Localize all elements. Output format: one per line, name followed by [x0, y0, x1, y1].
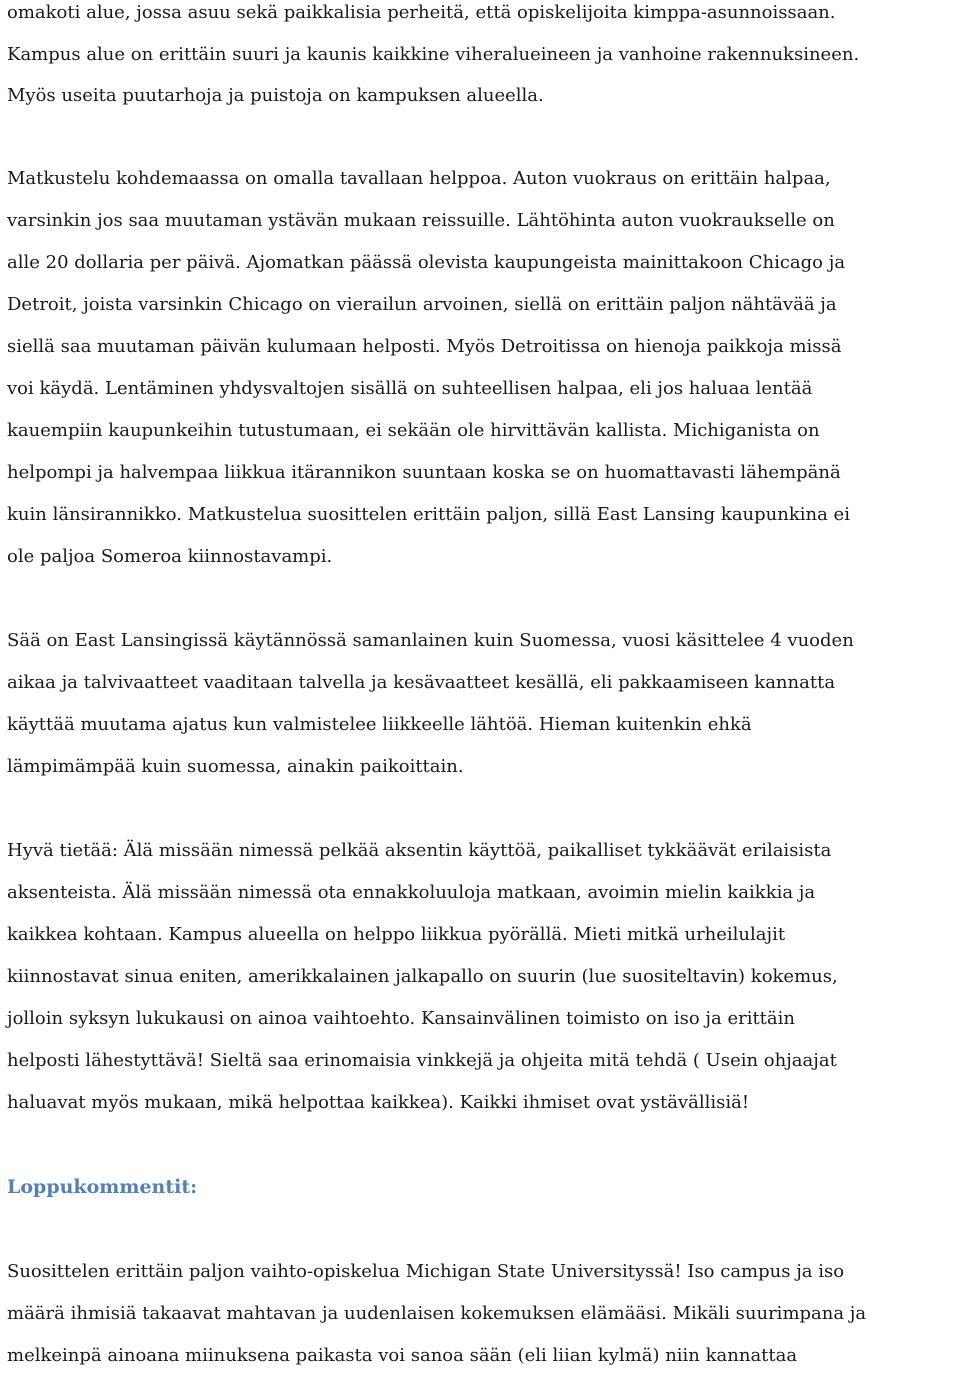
paragraph-line: Suosittelen erittäin paljon vaihto-opiskelua Michigan State Universityssä! Iso campus ja iso	[7, 1261, 845, 1282]
paragraph-line: käyttää muutama ajatus kun valmistelee liikkeelle lähtöä. Hieman kuitenkin ehkä	[7, 714, 752, 735]
paragraph-line: Detroit, joista varsinkin Chicago on vierailun arvoinen, siellä on erittäin paljon nähtävää ja	[7, 294, 837, 315]
paragraph-line: varsinkin jos saa muutaman ystävän mukaan reissuille. Lähtöhinta auton vuokraukselle on	[7, 210, 835, 231]
paragraph-line: melkeinpä ainoana miinuksena paikasta voi sanoa sään (eli liian kylmä) niin kannattaa	[7, 1345, 798, 1366]
paragraph-line: kiinnostavat sinua eniten, amerikkalainen jalkapallo on suurin (lue suositeltavin) kokemus,	[7, 966, 838, 987]
paragraph-line: aksenteista. Älä missään nimessä ota ennakkoluuloja matkaan, avoimin mielin kaikkia ja	[7, 882, 816, 903]
paragraph-line: Kampus alue on erittäin suuri ja kaunis kaikkine viheralueineen ja vanhoine rakennuksineen.	[7, 44, 860, 65]
paragraph-line: määrä ihmisiä takaavat mahtavan ja uudenlaisen kokemuksen elämääsi. Mikäli suurimpana ja	[7, 1303, 867, 1324]
paragraph-line: ole paljoa Someroa kiinnostavampi.	[7, 546, 333, 567]
paragraph-line: Myös useita puutarhoja ja puistoja on kampuksen alueella.	[7, 85, 544, 106]
paragraph-line: kauempiin kaupunkeihin tutustumaan, ei sekään ole hirvittävän kallista. Michiganista on	[7, 420, 820, 441]
paragraph-line: alle 20 dollaria per päivä. Ajomatkan päässä olevista kaupungeista mainittakoon Chicago ja	[7, 252, 846, 273]
paragraph-line: jolloin syksyn lukukausi on ainoa vaihtoehto. Kansainvälinen toimisto on iso ja erittäin	[7, 1008, 796, 1029]
paragraph-line: aikaa ja talvivaatteet vaaditaan talvella ja kesävaatteet kesällä, eli pakkaamiseen kannatta	[7, 672, 836, 693]
paragraph-line: Sää on East Lansingissä käytännössä samanlainen kuin Suomessa, vuosi käsittelee 4 vuoden	[7, 630, 854, 651]
paragraph-line: Hyvä tietää: Älä missään nimessä pelkää aksentin käyttöä, paikalliset tykkäävät erilaisista	[7, 840, 832, 861]
paragraph-line: siellä saa muutaman päivän kulumaan helposti. Myös Detroitissa on hienoja paikkoja missä	[7, 336, 842, 357]
paragraph-line: omakoti alue, jossa asuu sekä paikkalisia perheitä, että opiskelijoita kimppa-asunnoissaan.	[7, 2, 836, 23]
paragraph-line: lämpimämpää kuin suomessa, ainakin paikoittain.	[7, 756, 464, 777]
paragraph-line: voi käydä. Lentäminen yhdysvaltojen sisällä on suhteellisen halpaa, eli jos haluaa lentää	[7, 378, 813, 399]
paragraph-line: haluavat myös mukaan, mikä helpottaa kaikkea). Kaikki ihmiset ovat ystävällisiä!	[7, 1092, 750, 1113]
paragraph-line: helposti lähestyttävä! Sieltä saa erinomaisia vinkkejä ja ohjeita mitä tehdä ( Usein ohjaajat	[7, 1050, 837, 1071]
paragraph-line: helpompi ja halvempaa liikkua itärannikon suuntaan koska se on huomattavasti lähempänä	[7, 462, 841, 483]
paragraph-line: Matkustelu kohdemaassa on omalla tavallaan helppoa. Auton vuokraus on erittäin halpaa,	[7, 168, 831, 189]
section-heading: Loppukommentit:	[7, 1176, 198, 1198]
paragraph-line: kaikkea kohtaan. Kampus alueella on helppo liikkua pyörällä. Mieti mitkä urheilulajit	[7, 924, 786, 945]
paragraph-line: kuin länsirannikko. Matkustelua suosittelen erittäin paljon, sillä East Lansing kaupunkina ei	[7, 504, 850, 525]
